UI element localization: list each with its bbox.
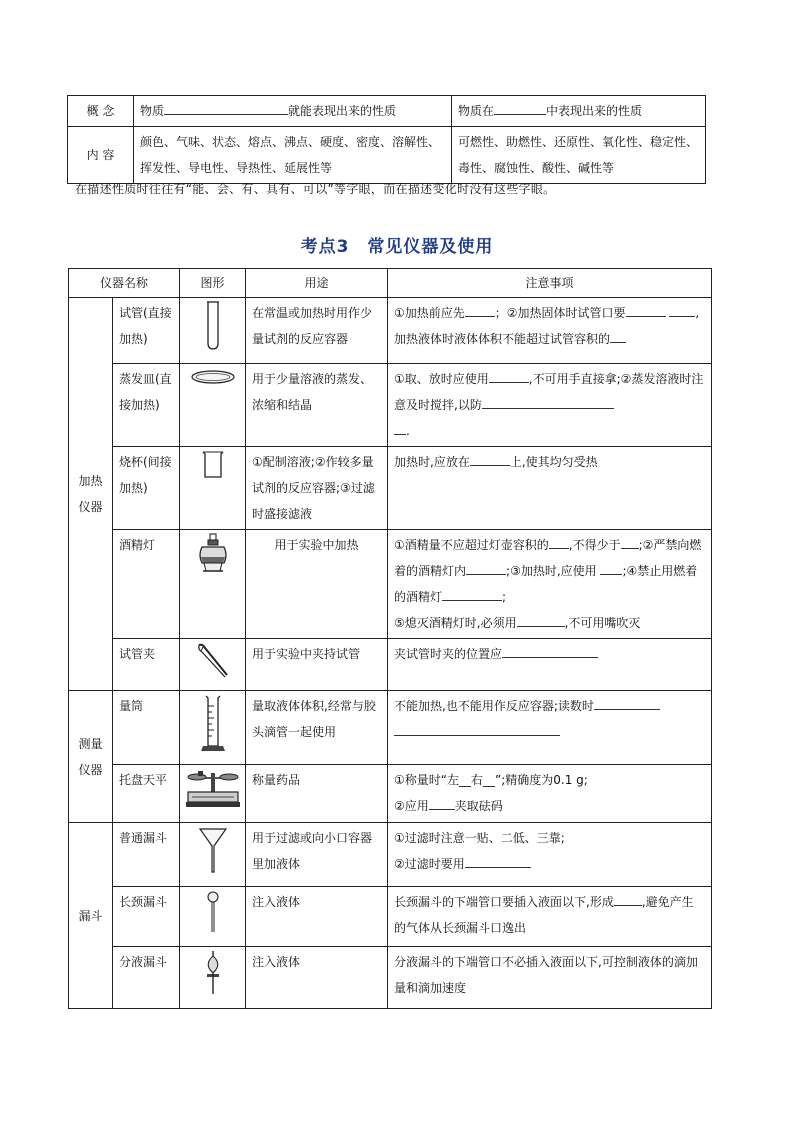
section-title: 考点3 常见仪器及使用 <box>300 237 494 257</box>
fill-blank <box>621 534 639 549</box>
beaker-icon <box>200 450 226 480</box>
table-row <box>69 639 712 691</box>
header-use: 用途 <box>246 269 388 298</box>
header-name: 仪器名称 <box>69 269 180 298</box>
chemical-content-cell: 可燃性、助燃性、还原性、氧化性、稳定性、毒性、腐蚀性、酸性、碱性等 <box>452 127 706 184</box>
table-row <box>69 765 712 823</box>
instrument-name: 长颈漏斗 <box>113 887 180 947</box>
instrument-use: 用于少量溶液的蒸发、浓缩和结晶 <box>246 364 388 447</box>
instrument-notes: ①加热前应先 ；②加热固体时试管口要 ,加热液体时液体体积不能超过试管容积的 <box>388 298 712 364</box>
fill-blank <box>394 420 406 435</box>
fill-blank <box>494 100 546 115</box>
instrument-name: 分液漏斗 <box>113 947 180 1009</box>
table-row <box>69 447 712 530</box>
evaporating-dish-icon <box>190 367 236 389</box>
instrument-name: 普通漏斗 <box>113 823 180 887</box>
instrument-name: 量筒 <box>113 691 180 765</box>
funnel-icon <box>198 826 228 874</box>
fill-blank <box>482 394 614 409</box>
header-row <box>69 269 712 298</box>
group-funnel: 漏斗 <box>69 823 113 1009</box>
instrument-name: 试管(直接加热) <box>113 298 180 364</box>
instrument-use: 注入液体 <box>246 947 388 1009</box>
instrument-name: 试管夹 <box>113 639 180 691</box>
instrument-name: 烧杯(间接加热) <box>113 447 180 530</box>
instrument-name: 酒精灯 <box>113 530 180 639</box>
instrument-name: 蒸发皿(直接加热) <box>113 364 180 447</box>
properties-table <box>67 95 706 184</box>
test-tube-clamp-icon <box>195 642 231 678</box>
table-row <box>69 823 712 887</box>
group-heating: 加热仪器 <box>69 298 113 691</box>
fill-blank <box>465 853 531 868</box>
instrument-notes: 分液漏斗的下端管口不必插入液面以下,可控制液体的滴加量和滴加速度 <box>388 947 712 1009</box>
instrument-notes: 夹试管时夹的位置应 <box>388 639 712 691</box>
table-row <box>69 887 712 947</box>
instrument-use: 量取液体体积,经常与胶头滴管一起使用 <box>246 691 388 765</box>
instrument-notes: ①称量时“左__右__”;精确度为0.1 g; ②应用 夹取砝码 <box>388 765 712 823</box>
row-label: 内 容 <box>68 127 134 184</box>
instrument-use: 在常温或加热时用作少量试剂的反应容器 <box>246 298 388 364</box>
fill-blank <box>614 891 642 906</box>
table-row <box>69 298 712 364</box>
header-figure: 图形 <box>180 269 246 298</box>
fill-blank <box>489 368 529 383</box>
instrument-name: 托盘天平 <box>113 765 180 823</box>
fill-blank <box>610 328 626 343</box>
group-measuring: 测量仪器 <box>69 691 113 823</box>
fill-blank <box>502 643 598 658</box>
instrument-notes: 不能加热,也不能用作反应容器;读数时 <box>388 691 712 765</box>
instrument-use: 用于实验中加热 <box>246 530 388 639</box>
separatory-funnel-icon <box>202 950 224 996</box>
fill-blank <box>549 534 569 549</box>
table-row <box>69 947 712 1009</box>
fill-blank <box>594 695 660 710</box>
chemical-concept-cell: 物质在 中表现出来的性质 <box>452 96 706 127</box>
fill-blank <box>470 451 510 466</box>
fill-blank <box>394 721 560 736</box>
table-row <box>69 530 712 639</box>
long-neck-funnel-icon <box>203 890 223 934</box>
test-tube-icon <box>206 301 220 351</box>
instrument-notes: 长颈漏斗的下端管口要插入液面以下,形成 ,避免产生的气体从长颈漏斗口逸出 <box>388 887 712 947</box>
fill-blank <box>626 302 666 317</box>
balance-icon <box>184 768 242 810</box>
fill-blank <box>466 560 506 575</box>
physical-concept-cell: 物质 就能表现出来的性质 <box>134 96 452 127</box>
fill-blank <box>442 586 502 601</box>
instrument-use: 注入液体 <box>246 887 388 947</box>
table-row <box>68 127 706 184</box>
instrument-use: 用于过滤或向小口容器里加液体 <box>246 823 388 887</box>
table-row <box>68 96 706 127</box>
physical-content-cell: 颜色、气味、状态、熔点、沸点、硬度、密度、溶解性、挥发性、导电性、导热性、延展性等 <box>134 127 452 184</box>
fill-blank <box>429 795 455 810</box>
fill-blank <box>669 302 695 317</box>
instrument-notes: ①过滤时注意一贴、二低、三靠; ②过滤时要用 <box>388 823 712 887</box>
instrument-notes: ①酒精量不应超过灯壶容积的 ,不得少于 ;②严禁向燃着的酒精灯内 ;③加热时,应使用 ;④禁止用燃着的酒精灯 ; ⑤熄灭酒精灯时,必须用 ,不可用嘴吹灭 <box>388 530 712 639</box>
fill-blank <box>517 612 565 627</box>
instrument-use: 称量药品 <box>246 765 388 823</box>
table-row <box>69 691 712 765</box>
alcohol-lamp-icon <box>194 533 232 575</box>
instruments-table <box>68 268 712 1009</box>
fill-blank <box>600 560 622 575</box>
fill-blank <box>164 100 288 115</box>
fill-blank <box>465 302 495 317</box>
instrument-use: 用于实验中夹持试管 <box>246 639 388 691</box>
instrument-notes: ①取、放时应使用 ,不可用手直接拿;②蒸发溶液时注意及时搅拌,以防 . <box>388 364 712 447</box>
table-row <box>69 364 712 447</box>
note-text: 在描述性质时往往有“能、会、有、具有、可以”等字眼，而在描述变化时没有这些字眼。 <box>75 182 556 196</box>
instrument-notes: 加热时,应放在 上,使其均匀受热 <box>388 447 712 530</box>
instrument-use: ①配制溶液;②作较多量试剂的反应容器;③过滤时盛接滤液 <box>246 447 388 530</box>
header-notes: 注意事项 <box>388 269 712 298</box>
row-label: 概 念 <box>68 96 134 127</box>
graduated-cylinder-icon <box>199 694 227 752</box>
